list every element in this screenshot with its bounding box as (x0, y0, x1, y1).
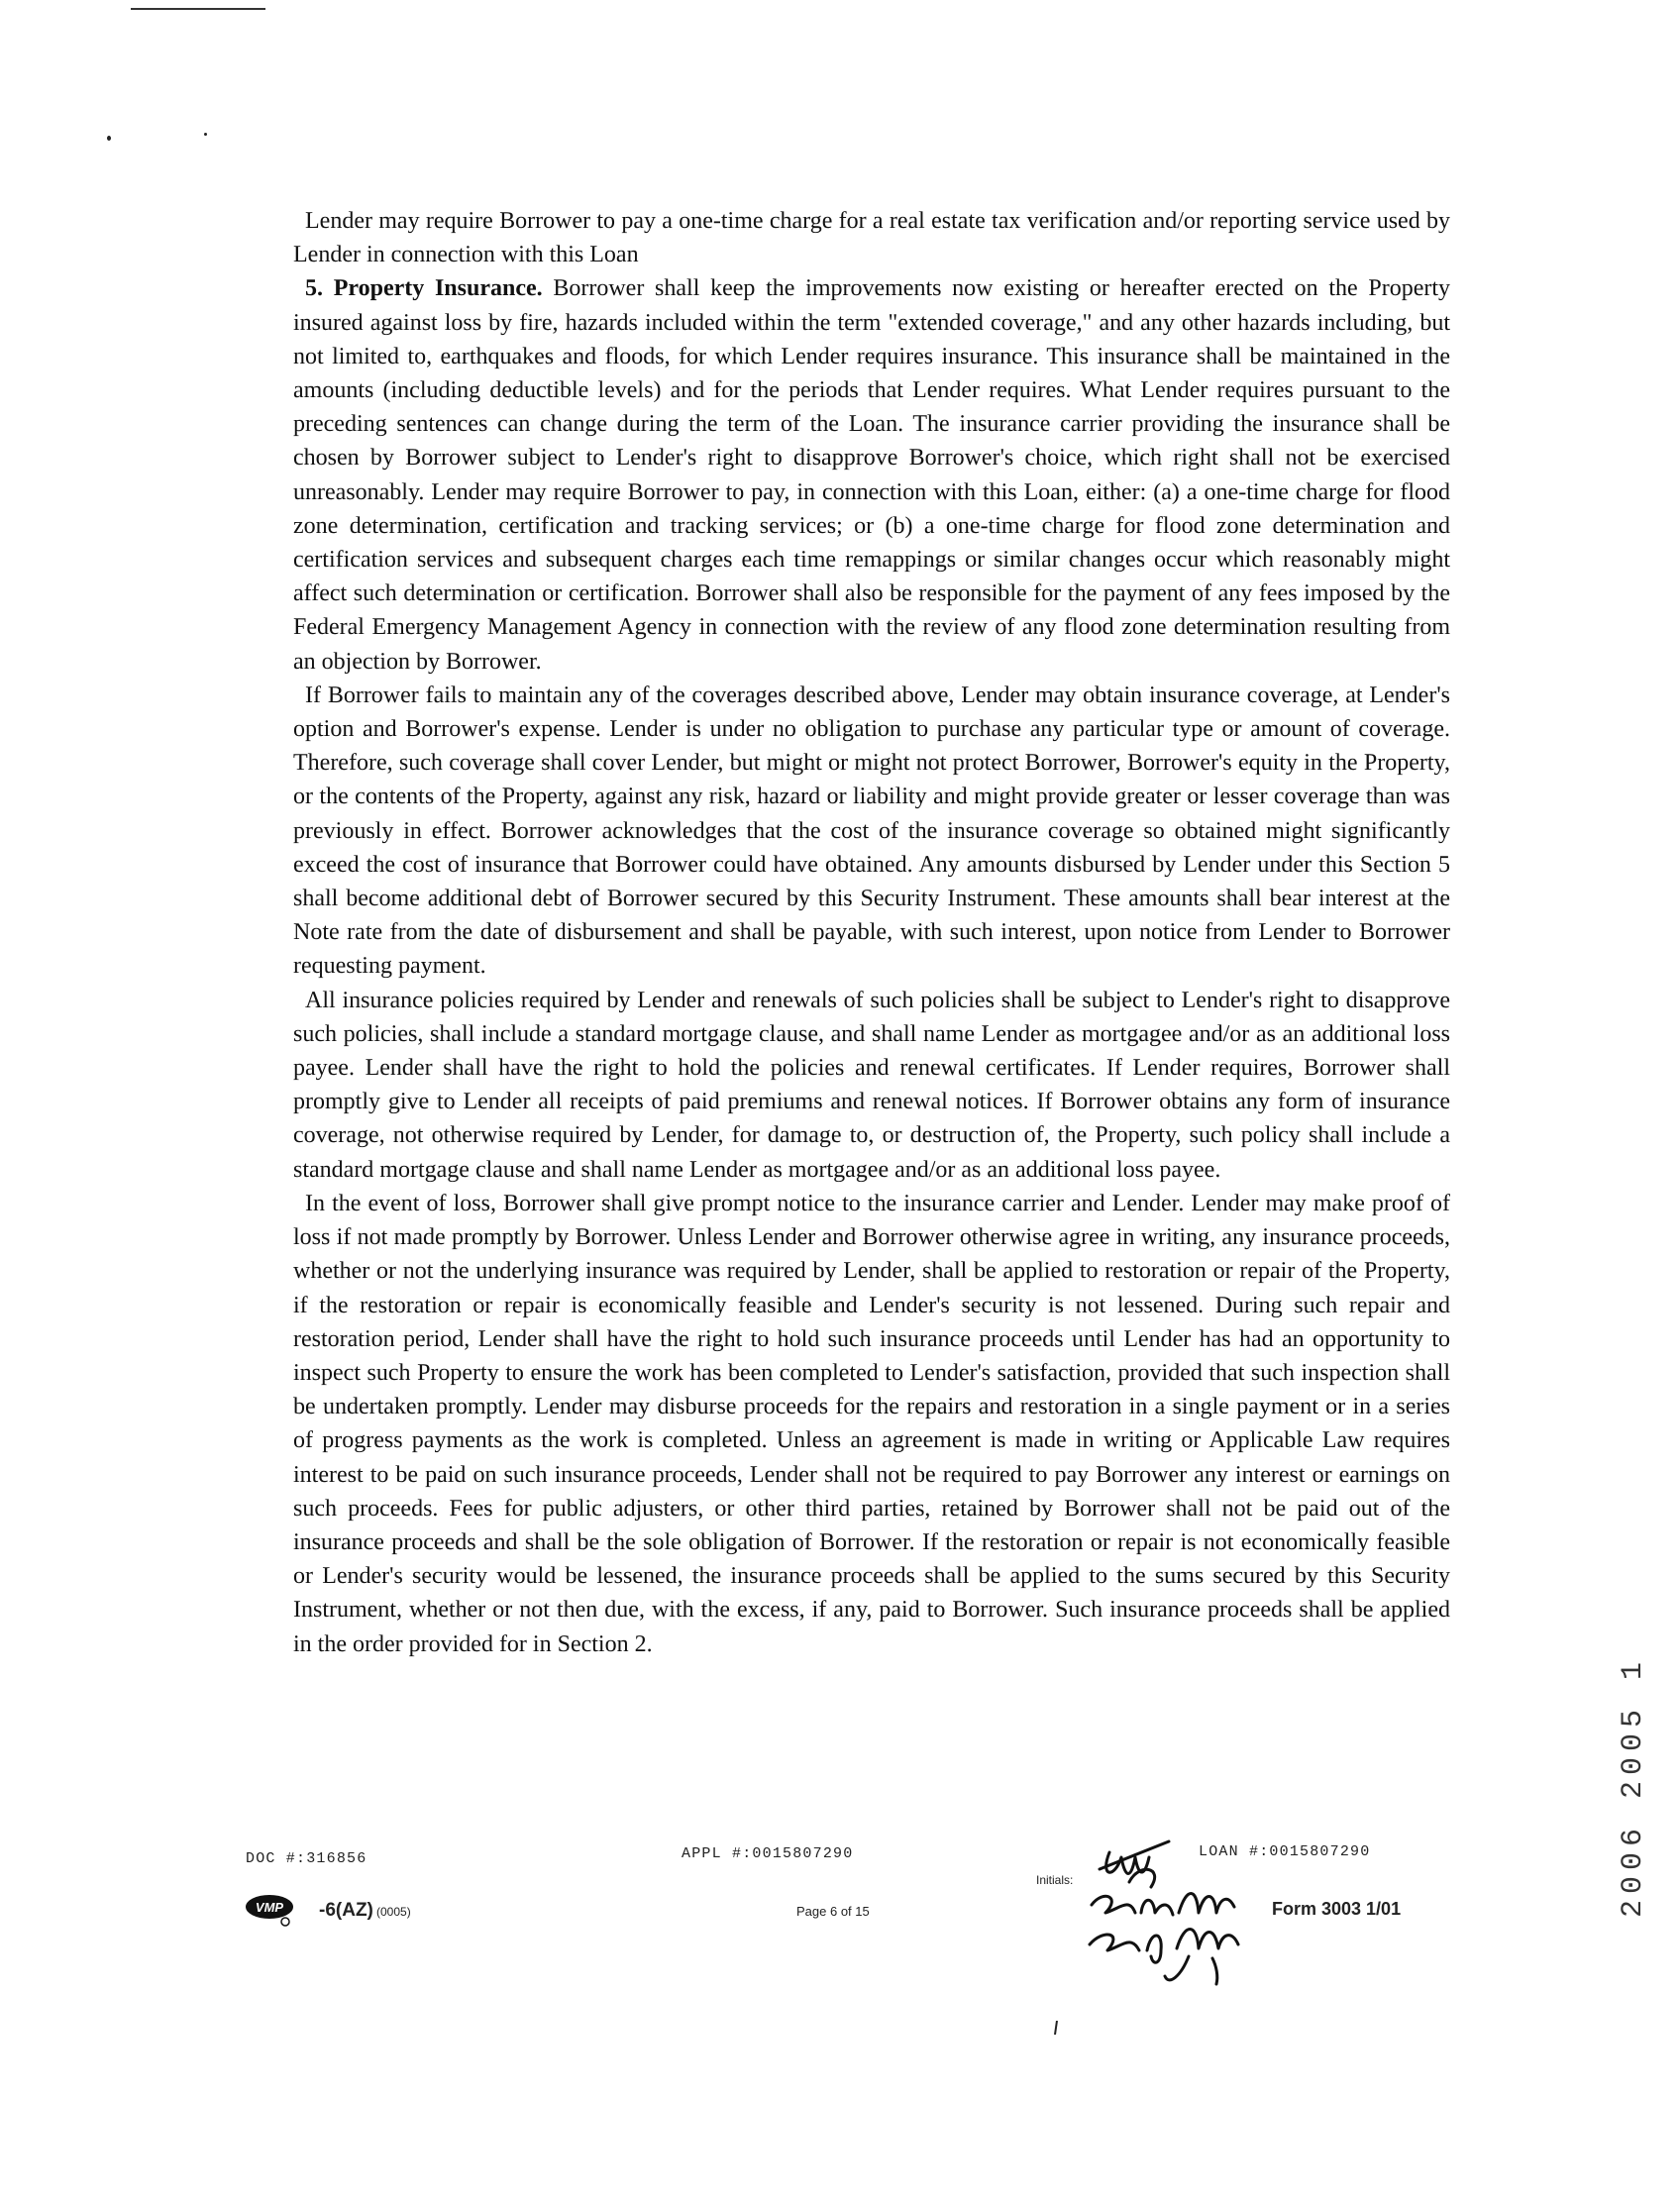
failure-to-maintain-paragraph: If Borrower fails to maintain any of the coverages described above, Lender may obtain insurance coverage, at Lender's option and Borrower's expense. Lender is under no obligation to purchase any particular type or amount of coverage. Therefore, such coverage shall cover Lender, but might or might not protect Borrower, Borrower's equity in the Property, or the contents of the Property, against any risk, hazard or liability and might provide greater or lesser coverage than was previously in effect. Borrower acknowledges that the cost of the insurance coverage so obtained might significantly exceed the cost of insurance that Borrower could have obtained. Any amounts disbursed by Lender under this Section 5 shall become additional debt of Borrower secured by this Security Instrument. These amounts shall bear interest at the Note rate from the date of disbursement and shall be payable, with such interest, upon notice from Lender to Borrower requesting payment. (293, 682, 1450, 980)
intro-paragraph: Lender may require Borrower to pay a one-time charge for a real estate tax verification and/or reporting service used by Lender in connection with this Loan (293, 208, 1450, 268)
recording-stamp-text: 2006 2005 1 (1617, 1655, 1650, 1918)
section-5-paragraph (293, 271, 1450, 678)
vmp-logo-text: VMP (255, 1900, 284, 1915)
page-label: Page 6 of 15 (796, 1904, 870, 1919)
section-5-heading: 5. Property Insurance. (305, 275, 543, 302)
loan-number: LOAN #:0015807290 (1199, 1843, 1371, 1860)
vertical-recording-stamp (1615, 1585, 1654, 1922)
top-rule (131, 8, 265, 10)
form-code: -6(AZ) (319, 1900, 373, 1921)
appl-number: APPL #:0015807290 (682, 1845, 854, 1862)
form-number: Form 3003 1/01 (1272, 1899, 1402, 1919)
scan-mark (1054, 2021, 1058, 2035)
document-body (293, 204, 1450, 1661)
vmp-logo (244, 1891, 319, 1929)
insurance-policies-paragraph: All insurance policies required by Lender and renewals of such policies shall be subject to Lender's right to disapprove such policies, shall include a standard mortgage clause, and shall name Lender as mortgagee and/or as an additional loss payee. Lender shall have the right to hold the policies and renewal certificates. If Lender requires, Borrower shall promptly give to Lender all receipts of paid premiums and renewal notices. If Borrower obtains any form of insurance coverage, not otherwise required by Lender, for damage to, or destruction of, the Property, such policy shall include a standard mortgage clause and shall name Lender as mortgagee and/or as an additional loss payee. (293, 987, 1450, 1183)
scan-speck (107, 136, 111, 141)
event-of-loss-paragraph: In the event of loss, Borrower shall give prompt notice to the insurance carrier and Lender. Lender may make proof of loss if not made promptly by Borrower. Unless Lender and Borrower otherwise agree in writing, any insurance proceeds, whether or not the underlying insurance was required by Lender, shall be applied to restoration or repair of the Property, if the restoration or repair is economically feasible and Lender's security is not lessened. During such repair and restoration period, Lender shall have the right to hold such insurance proceeds until Lender has had an opportunity to inspect such Property to ensure the work has been completed to Lender's satisfaction, provided that such inspection shall be undertaken promptly. Lender may disburse proceeds for the repairs and restoration in a single payment or in a series of progress payments as the work is completed. Unless an agreement is made in writing or Applicable Law requires interest to be paid on such insurance proceeds, Lender shall not be required to pay Borrower any interest or earnings on such proceeds. Fees for public adjusters, or other third parties, retained by Borrower shall not be paid out of the insurance proceeds and shall be the sole obligation of Borrower. If the restoration or repair is not economically feasible or Lender's security would be lessened, the insurance proceeds shall be applied to the sums secured by this Security Instrument, whether or not then due, with the excess, if any, paid to Borrower. Such insurance proceeds shall be applied in the order provided for in Section 2. (293, 1190, 1450, 1657)
section-5-body: Borrower shall keep the improvements now existing or hereafter erected on the Property insured against loss by fire, hazards included within the term "extended coverage," and any other hazards including, but not limited to, earthquakes and floods, for which Lender requires insurance. This insurance shall be maintained in the amounts (including deductible levels) and for the periods that Lender requires. What Lender requires pursuant to the preceding sentences can change during the term of the Loan. The insurance carrier providing the insurance shall be chosen by Borrower subject to Lender's right to disapprove Borrower's choice, which right shall not be exercised unreasonably. Lender may require Borrower to pay, in connection with this Loan, either: (a) a one-time charge for flood zone determination, certification and tracking services; or (b) a one-time charge for flood zone determination and certification services and subsequent charges each time remappings or similar changes occur which reasonably might affect such determination or certification. Borrower shall also be responsible for the payment of any fees imposed by the Federal Emergency Management Agency in connection with the review of any flood zone determination resulting from an objection by Borrower. (293, 275, 1451, 675)
initials-label: Initials: (1036, 1873, 1074, 1887)
handwritten-initials-signature (1070, 1818, 1268, 2016)
scan-speck (204, 133, 207, 136)
form-code-suffix: (0005) (376, 1905, 411, 1919)
doc-number: DOC #:316856 (246, 1850, 368, 1867)
